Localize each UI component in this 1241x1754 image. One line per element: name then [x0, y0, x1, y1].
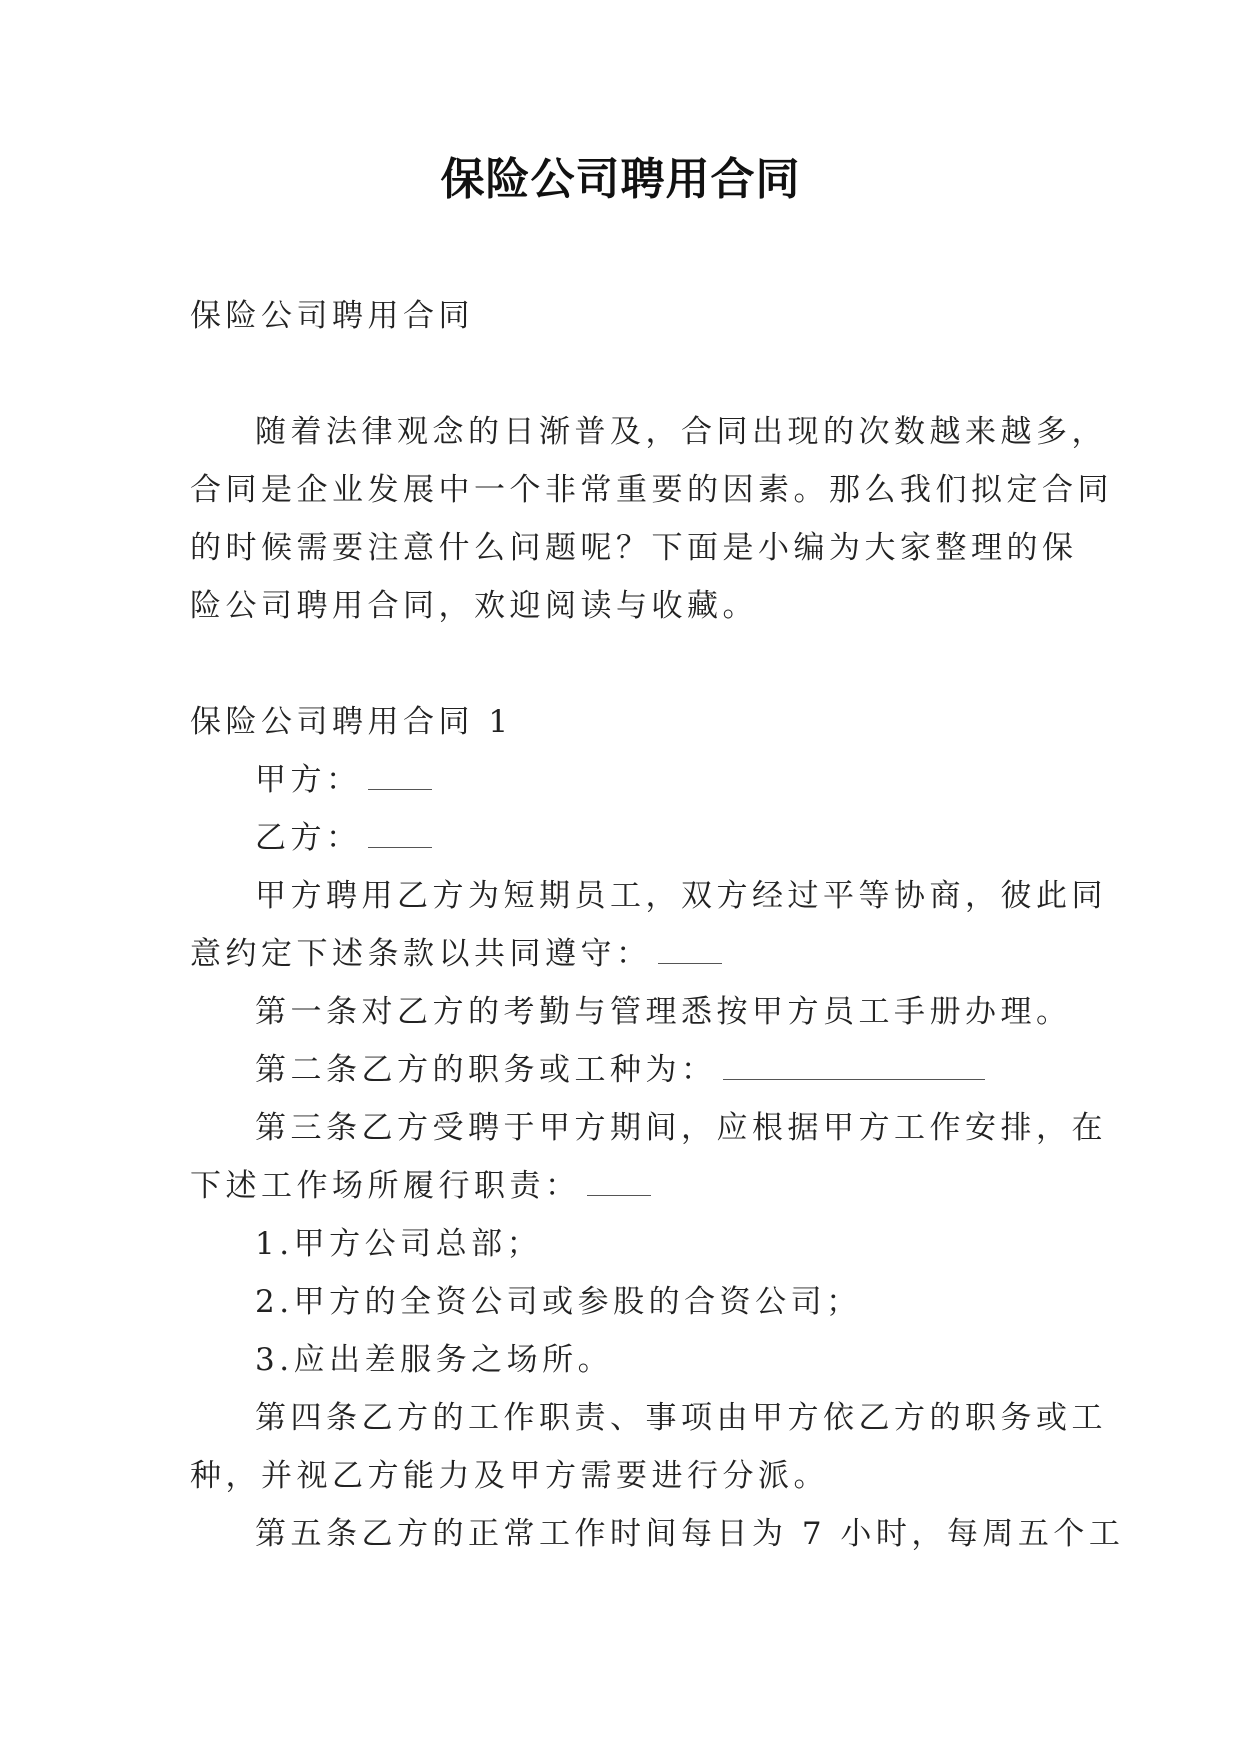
intro-line-2: 合同是企业发展中一个非常重要的因素。那么我们拟定合同 — [190, 472, 1113, 508]
article-3-blank — [587, 1169, 651, 1196]
article-4-line-1: 第四条乙方的工作职责、事项由甲方依乙方的职务或工 — [255, 1400, 1107, 1436]
intro-line-1: 随着法律观念的日渐普及，合同出现的次数越来越多， — [255, 414, 1107, 450]
article-1: 第一条对乙方的考勤与管理悉按甲方员工手册办理。 — [255, 994, 1072, 1030]
document-subtitle: 保险公司聘用合同 — [190, 298, 474, 334]
article-2 — [255, 1050, 985, 1090]
place-item-1: 1.甲方公司总部； — [255, 1226, 543, 1262]
article-5-line-1: 第五条乙方的正常工作时间每日为 7 小时，每周五个工 — [255, 1516, 1125, 1552]
place-item-2: 2.甲方的全资公司或参股的合资公司； — [255, 1284, 862, 1320]
section-heading: 保险公司聘用合同 1 — [190, 704, 513, 740]
preamble-line-2-text: 意约定下述条款以共同遵守： — [190, 936, 652, 972]
party-a-blank — [368, 763, 432, 790]
party-a-line — [255, 760, 432, 800]
place-item-3: 3.应出差服务之场所。 — [255, 1342, 614, 1378]
party-b-line — [255, 818, 432, 858]
party-b-blank — [368, 821, 432, 848]
article-2-text: 第二条乙方的职务或工种为： — [255, 1052, 717, 1088]
preamble-line-2 — [190, 934, 722, 974]
party-a-label: 甲方： — [255, 762, 362, 798]
article-2-blank — [723, 1053, 985, 1080]
article-3-line-2-text: 下述工作场所履行职责： — [190, 1168, 581, 1204]
preamble-blank — [658, 937, 722, 964]
intro-line-3: 的时候需要注意什么问题呢？下面是小编为大家整理的保 — [190, 530, 1078, 566]
party-b-label: 乙方： — [255, 820, 362, 856]
intro-line-4: 险公司聘用合同，欢迎阅读与收藏。 — [190, 588, 758, 624]
document-title: 保险公司聘用合同 — [440, 154, 801, 205]
article-4-line-2: 种，并视乙方能力及甲方需要进行分派。 — [190, 1458, 829, 1494]
article-3-line-2 — [190, 1166, 651, 1206]
preamble-line-1: 甲方聘用乙方为短期员工，双方经过平等协商，彼此同 — [255, 878, 1107, 914]
article-3-line-1: 第三条乙方受聘于甲方期间，应根据甲方工作安排，在 — [255, 1110, 1107, 1146]
